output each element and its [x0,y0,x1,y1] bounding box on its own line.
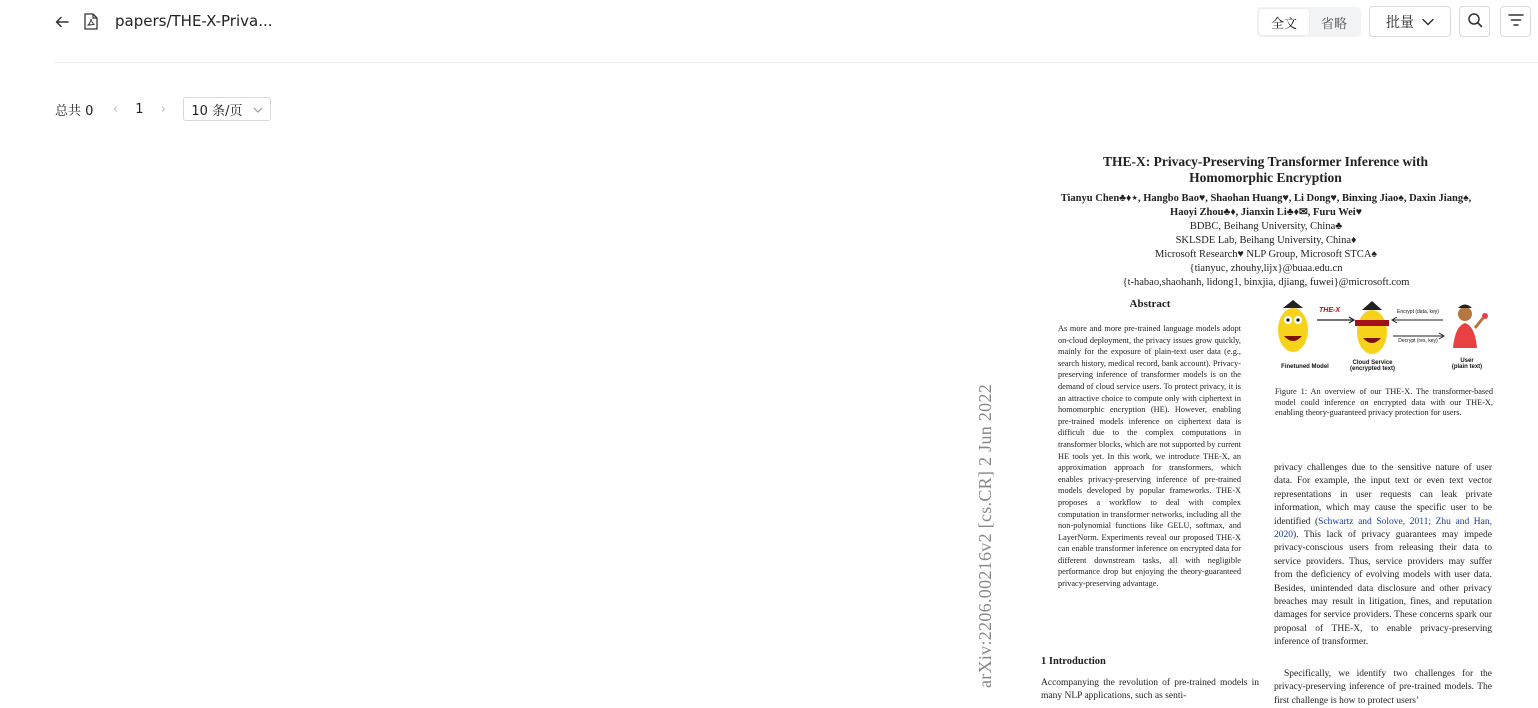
pagination [55,97,271,121]
affiliation-line: Microsoft Research♥ NLP Group, Microsoft STCA♠ [1155,249,1377,260]
view-mode-full[interactable]: 全文 [1259,9,1309,35]
figure-decrypt-label: Decrypt (res, key) [1398,338,1438,344]
filter-lines-icon [1508,12,1524,31]
right-column-text-b: ). This lack of privacy guarantees may impede privacy-conscious users from releasing their data to service providers. Thus, service providers may suffer from the deficiency of evolving models with user data. Besides, unintended data disclosure and other privacy breaches may result in litigation, fines, and reputation damages for service providers. These concerns spark our proposal of THE-X, to enable privacy-preserving inference of transformer. [1274,530,1492,648]
figure-user-label: User (plain text) [1451,358,1483,370]
current-page[interactable]: 1 [135,101,144,117]
figure-overview [1275,298,1495,378]
file-title: papers/THE-X-Priva... [115,12,273,30]
intro-heading: 1 Introduction [1041,656,1106,667]
right-column-text-a: privacy challenges due to the sensitive nature of user data. For example, the input text or even text vector representations in user requests can leak private information, which may cause the specific user to be identified ( [1274,463,1492,527]
chevron-down-icon [253,102,263,117]
affiliation-line: SKLSDE Lab, Beihang University, China♦ [1175,235,1357,246]
view-mode-toggle [1257,7,1361,37]
figure-caption: Figure 1: An overview of our THE-X. The transformer-based model could inference on encrypted data with our THE-X, enabling theory-guaranteed privacy protection for users. [1275,387,1493,417]
pdf-file-icon [84,13,100,31]
abstract-heading: Abstract [1129,298,1171,310]
filter-button[interactable] [1500,6,1531,37]
view-mode-abbrev[interactable]: 省略 [1320,16,1347,32]
header-divider [55,62,1538,63]
figure-cloud-label: Cloud Service (encrypted text) [1349,360,1395,372]
affiliation-line: {t-habao,shaohanh, lidong1, binxjia, djiang, fuwei}@microsoft.com [1122,277,1410,288]
figure-thex-label: THE-X [1319,307,1340,314]
intro-text: Accompanying the revolution of pre-trained models in many NLP applications, such as senti- [1041,678,1259,701]
paper-title: THE-X: Privacy-Preserving Transformer Inference with Homomorphic Encryption [1103,154,1428,185]
figure-finetuned-label: Finetuned Model [1281,364,1329,370]
abstract-text: As more and more pre-trained language models adopt on-cloud deployment, the privacy issues grow quickly, mainly for the exposure of plain-text user data (e.g., search history, medical record, bank account). Privacy-preserving inference of transformer models is on the demand of cloud service users. To protect privacy, it is an attractive choice to compute only with ciphertext in homomorphic encryption (HE). However, enabling pre-trained models inference on ciphertext data is difficult due to the complex computations in transformer blocks, which are not supported by current HE tools yet. In this work, we introduce THE-X, an approximation approach for transformers, which enables privacy-preserving inference of pre-trained models developed by popular frameworks. THE-X proposes a workflow to deal with complex computation in transformer networks, including all the non-polynomial functions like GELU, softmax, and LayerNorm. Experiments reveal our proposed THE-X can enable transformer inference on encrypted data for different downstream tasks, all with negligible performance drop but enjoying the theory-guaranteed privacy-preserving advantage. [1058,324,1241,589]
next-page-icon[interactable]: › [160,101,166,117]
affiliation-line: BDBC, Beihang University, China♣ [1189,221,1343,232]
right-column-paragraph [1274,462,1492,650]
figure-encrypt-label: Encrypt (data, key) [1397,309,1439,315]
batch-label: 批量 [1386,14,1414,31]
page-size-select[interactable] [183,97,271,121]
total-count: 总共 0 [55,103,94,119]
page-size-value: 10 条/页 [191,103,243,119]
search-button[interactable] [1459,6,1490,37]
batch-dropdown-button[interactable] [1369,6,1451,37]
back-arrow-icon[interactable] [52,12,72,32]
search-icon [1467,12,1483,32]
paper-authors: Tianyu Chen♣♦⋆, Hangbo Bao♥, Shaohan Huang♥, Li Dong♥, Binxing Jiao♠, Daxin Jiang♠, Haoyi Zhou♣♦, Jianxin Li♣♦✉, Furu Wei♥ [1060,193,1472,218]
paper-affiliations [1050,220,1482,290]
chevron-down-icon [1422,14,1434,30]
citation-link[interactable]: Schwartz and Solove, 2011; Zhu and Han, 2020 [1274,516,1492,541]
top-bar [0,0,1538,44]
prev-page-icon[interactable]: ‹ [112,101,118,117]
arxiv-stamp: arXiv:2206.00216v2 [cs.CR] 2 Jun 2022 [975,383,995,688]
right-column-paragraph-2: Specifically, we identify two challenges for the privacy-preserving inference of pre-trained models. The first challenge is how to protect users’ [1274,669,1492,706]
affiliation-line: {tianyuc, zhouhy,lijx}@buaa.edu.cn [1189,263,1343,274]
